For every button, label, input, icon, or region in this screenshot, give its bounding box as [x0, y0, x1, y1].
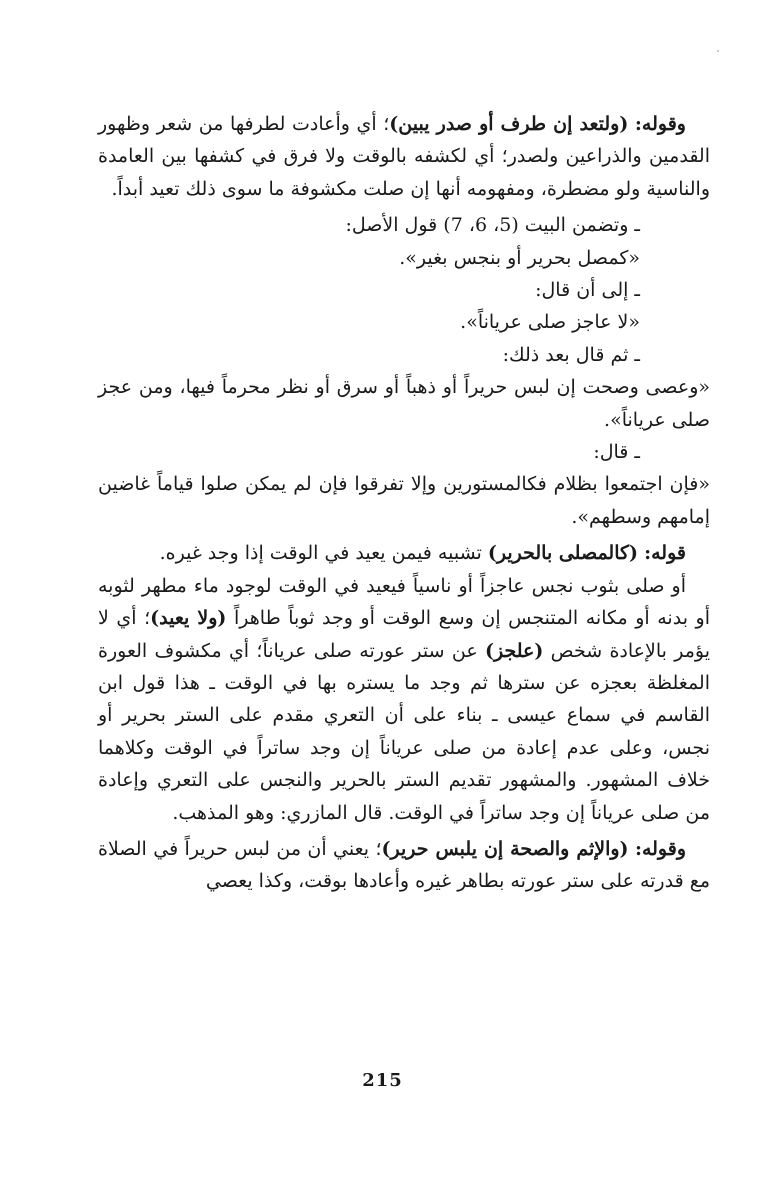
p1-bold-quote: (ولتعد إن طرف أو صدر يبين)	[389, 113, 629, 135]
p3-bold-2: (علجز)	[485, 639, 544, 662]
page-body	[98, 108, 710, 898]
p2-text: تشبيه فيمن يعيد في الوقت إذا وجد غيره.	[159, 542, 488, 565]
p4-bold-quote: (والإثم والصحة إن يلبس حرير)	[381, 837, 629, 860]
p4-lead: وقوله:	[634, 837, 686, 860]
qal-line: ـ قال:	[593, 441, 640, 464]
quote-2: «لا عاجز صلى عرياناً».	[460, 311, 640, 334]
quote-3: «وعصى وصحت إن لبس حريراً أو ذهباً أو سرق أو نظر محرماً فيها، ومن عجز صلى عرياناً».	[98, 376, 710, 431]
p3-text-1: أو صلى بثوب نجس عاجزاً أو ناسياً فيعيد في الوقت لوجود ماء مطهر لثوبه أو بدنه أو مكانه المتنجس إن وسع الوقت أو وجد ثوباً طاهراً	[98, 574, 710, 630]
thumma-line: ـ ثم قال بعد ذلك:	[502, 343, 640, 366]
paragraph-4	[98, 833, 710, 898]
p3-text-3: عن ستر عورته صلى عرياناً؛ أي مكشوف العورة المغلظة بعجزه عن سترها ثم وجد ما يستره بها في الوقت ـ هذا قول ابن القاسم في سماع عيسى ـ بناء على أن التعري مقدم على الستر بحرير أو نجس، وعلى عدم إعادة من صلى عرياناً إن وجد ساتراً في الوقت وكلاهما خلاف المشهور. والمشهور تقديم الستر بالحرير والنجس على التعري وإعادة من صلى عرياناً إن وجد ساتراً في الوقت. قال المازري: وهو المذهب.	[98, 639, 710, 824]
paragraph-3	[98, 570, 710, 829]
p4-text: ؛ يعني أن من لبس حريراً في الصلاة مع قدرته على ستر عورته بطاهر غيره وأعادها بوقت، وكذا يعصي	[98, 837, 710, 893]
quote-4: «فإن اجتمعوا بظلام فكالمستورين وإلا تفرقوا فإن لم يمكن صلوا قياماً غاضين إمامهم وسطهم».	[98, 473, 710, 528]
p3-bold-1: (ولا يعيد)	[150, 607, 227, 630]
p3-text-2: ؛ أي لا يؤمر بالإعادة شخص	[98, 607, 710, 662]
page-number: 215	[362, 1070, 403, 1091]
paragraph-1	[98, 108, 710, 205]
ila-line: ـ إلى أن قال:	[535, 279, 640, 302]
p2-lead: قوله:	[644, 542, 686, 565]
scan-speck	[717, 50, 719, 52]
p1-text: ؛ أي وأعادت لطرفها من شعر وظهور القدمين والذراعين ولصدر؛ أي لكشفه بالوقت ولا فرق في كشفها بين العامدة والناسية ولو مضطرة، ومفهومه أنها إن صلت مكشوفة ما سوى ذلك تعيد أبداً.	[98, 113, 710, 200]
p1-lead: وقوله:	[634, 113, 686, 135]
quote-1: «كمصل بحرير أو بنجس بغير».	[399, 246, 640, 269]
p2-bold-quote: (كالمصلى بالحرير)	[487, 542, 639, 565]
paragraph-2	[98, 537, 710, 569]
verse-line: ـ وتضمن البيت (5، 6، 7) قول الأصل:	[345, 214, 640, 237]
